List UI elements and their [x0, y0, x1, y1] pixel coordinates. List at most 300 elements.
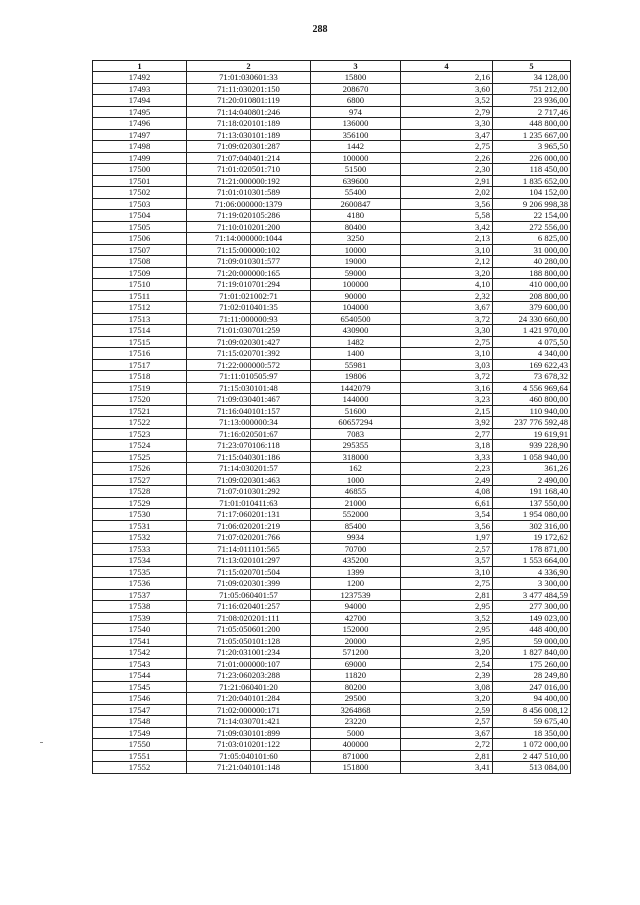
- row-number-cell: 17496: [93, 118, 187, 130]
- table-row: [93, 463, 571, 475]
- area-cell: 80200: [311, 681, 401, 693]
- row-number-cell: 17507: [93, 244, 187, 256]
- amount-cell: 4 075,50: [493, 336, 571, 348]
- amount-cell: 28 249,80: [493, 670, 571, 682]
- cadastral-number-cell: 71:13:000000:34: [187, 417, 311, 429]
- area-cell: 90000: [311, 290, 401, 302]
- table-row: [93, 451, 571, 463]
- area-cell: 19806: [311, 371, 401, 383]
- rate-cell: 2,81: [401, 589, 493, 601]
- table-row: [93, 428, 571, 440]
- rate-cell: 2,59: [401, 704, 493, 716]
- table-row: [93, 566, 571, 578]
- rate-cell: 3,42: [401, 221, 493, 233]
- cadastral-number-cell: 71:09:030101:899: [187, 727, 311, 739]
- rate-cell: 2,75: [401, 336, 493, 348]
- area-cell: 356100: [311, 129, 401, 141]
- area-cell: 3264868: [311, 704, 401, 716]
- table-row: [93, 612, 571, 624]
- row-number-cell: 17535: [93, 566, 187, 578]
- table-row: [93, 106, 571, 118]
- cadastral-number-cell: 71:20:000000:165: [187, 267, 311, 279]
- rate-cell: 2,39: [401, 670, 493, 682]
- table-row: [93, 716, 571, 728]
- row-number-cell: 17536: [93, 578, 187, 590]
- cadastral-number-cell: 71:09:020301:287: [187, 141, 311, 153]
- area-cell: 10000: [311, 244, 401, 256]
- table-row: [93, 359, 571, 371]
- rate-cell: 2,72: [401, 739, 493, 751]
- table-row: [93, 371, 571, 383]
- amount-cell: 104 152,00: [493, 187, 571, 199]
- amount-cell: 18 350,00: [493, 727, 571, 739]
- amount-cell: 73 678,32: [493, 371, 571, 383]
- table-row: [93, 704, 571, 716]
- table-row: [93, 198, 571, 210]
- area-cell: 4180: [311, 210, 401, 222]
- rate-cell: 3,10: [401, 244, 493, 256]
- rate-cell: 3,30: [401, 118, 493, 130]
- amount-cell: 277 300,00: [493, 601, 571, 613]
- rate-cell: 3,92: [401, 417, 493, 429]
- table-row: [93, 750, 571, 762]
- table-row: [93, 405, 571, 417]
- cadastral-number-cell: 71:05:060401:57: [187, 589, 311, 601]
- rate-cell: 2,16: [401, 72, 493, 84]
- cadastral-number-cell: 71:20:040101:284: [187, 693, 311, 705]
- table-row: [93, 382, 571, 394]
- cadastral-number-cell: 71:05:040101:60: [187, 750, 311, 762]
- cadastral-number-cell: 71:10:010201:200: [187, 221, 311, 233]
- rate-cell: 2,54: [401, 658, 493, 670]
- amount-cell: 302 316,00: [493, 520, 571, 532]
- cadastral-number-cell: 71:16:040101:157: [187, 405, 311, 417]
- cadastral-number-cell: 71:14:011101:565: [187, 543, 311, 555]
- cadastral-number-cell: 71:16:020401:257: [187, 601, 311, 613]
- table-row: [93, 267, 571, 279]
- table-row: [93, 325, 571, 337]
- rate-cell: 3,52: [401, 95, 493, 107]
- row-number-cell: 17514: [93, 325, 187, 337]
- area-cell: 151800: [311, 762, 401, 774]
- table-row: [93, 635, 571, 647]
- row-number-cell: 17546: [93, 693, 187, 705]
- row-number-cell: 17540: [93, 624, 187, 636]
- cadastral-number-cell: 71:01:030701:259: [187, 325, 311, 337]
- cadastral-number-cell: 71:14:040801:246: [187, 106, 311, 118]
- cadastral-number-cell: 71:19:010701:294: [187, 279, 311, 291]
- row-number-cell: 17526: [93, 463, 187, 475]
- area-cell: 9934: [311, 532, 401, 544]
- row-number-cell: 17527: [93, 474, 187, 486]
- table-row: [93, 83, 571, 95]
- rate-cell: 3,47: [401, 129, 493, 141]
- area-cell: 6800: [311, 95, 401, 107]
- table-row: [93, 290, 571, 302]
- cadastral-number-cell: 71:21:060401:20: [187, 681, 311, 693]
- table-row: [93, 210, 571, 222]
- rate-cell: 3,30: [401, 325, 493, 337]
- amount-cell: 34 128,00: [493, 72, 571, 84]
- amount-cell: 226 000,00: [493, 152, 571, 164]
- area-cell: 20000: [311, 635, 401, 647]
- amount-cell: 448 400,00: [493, 624, 571, 636]
- amount-cell: 272 556,00: [493, 221, 571, 233]
- area-cell: 70700: [311, 543, 401, 555]
- table-row: [93, 555, 571, 567]
- area-cell: 29500: [311, 693, 401, 705]
- column-header: 3: [311, 61, 401, 72]
- amount-cell: 1 058 940,00: [493, 451, 571, 463]
- cadastral-number-cell: 71:13:030101:189: [187, 129, 311, 141]
- amount-cell: 1 235 667,00: [493, 129, 571, 141]
- area-cell: 23220: [311, 716, 401, 728]
- cadastral-number-cell: 71:14:030701:421: [187, 716, 311, 728]
- cadastral-number-cell: 71:11:010505:97: [187, 371, 311, 383]
- rate-cell: 3,23: [401, 394, 493, 406]
- page-number: 288: [312, 24, 328, 35]
- area-cell: 1399: [311, 566, 401, 578]
- rate-cell: 3,20: [401, 647, 493, 659]
- rate-cell: 3,41: [401, 762, 493, 774]
- area-cell: 6540500: [311, 313, 401, 325]
- row-number-cell: 17538: [93, 601, 187, 613]
- rate-cell: 3,54: [401, 509, 493, 521]
- row-number-cell: 17516: [93, 348, 187, 360]
- row-number-cell: 17509: [93, 267, 187, 279]
- amount-cell: 237 776 592,48: [493, 417, 571, 429]
- amount-cell: 9 206 998,38: [493, 198, 571, 210]
- rate-cell: 2,57: [401, 543, 493, 555]
- row-number-cell: 17544: [93, 670, 187, 682]
- stray-mark: [40, 742, 43, 743]
- area-cell: 80400: [311, 221, 401, 233]
- cadastral-number-cell: 71:21:000000:192: [187, 175, 311, 187]
- row-number-cell: 17502: [93, 187, 187, 199]
- amount-cell: 178 871,00: [493, 543, 571, 555]
- rate-cell: 2,81: [401, 750, 493, 762]
- rate-cell: 2,02: [401, 187, 493, 199]
- cadastral-number-cell: 71:01:010411:63: [187, 497, 311, 509]
- cadastral-number-cell: 71:20:010801:119: [187, 95, 311, 107]
- row-number-cell: 17497: [93, 129, 187, 141]
- table-row: [93, 394, 571, 406]
- amount-cell: 149 023,00: [493, 612, 571, 624]
- area-cell: 152000: [311, 624, 401, 636]
- table-body: [93, 72, 571, 774]
- area-cell: 69000: [311, 658, 401, 670]
- row-number-cell: 17508: [93, 256, 187, 268]
- area-cell: 1482: [311, 336, 401, 348]
- cadastral-number-cell: 71:11:000000:93: [187, 313, 311, 325]
- amount-cell: 31 000,00: [493, 244, 571, 256]
- rate-cell: 3,60: [401, 83, 493, 95]
- rate-cell: 4,08: [401, 486, 493, 498]
- rate-cell: 3,03: [401, 359, 493, 371]
- amount-cell: 175 260,00: [493, 658, 571, 670]
- amount-cell: 751 212,00: [493, 83, 571, 95]
- rate-cell: 4,10: [401, 279, 493, 291]
- table-row: [93, 279, 571, 291]
- table-row: [93, 739, 571, 751]
- amount-cell: 410 000,00: [493, 279, 571, 291]
- area-cell: 871000: [311, 750, 401, 762]
- rate-cell: 3,18: [401, 440, 493, 452]
- header-row: [93, 61, 571, 72]
- cadastral-number-cell: 71:03:010201:122: [187, 739, 311, 751]
- rate-cell: 2,75: [401, 141, 493, 153]
- table-row: [93, 164, 571, 176]
- area-cell: 104000: [311, 302, 401, 314]
- table-row: [93, 118, 571, 130]
- row-number-cell: 17521: [93, 405, 187, 417]
- row-number-cell: 17520: [93, 394, 187, 406]
- row-number-cell: 17503: [93, 198, 187, 210]
- row-number-cell: 17550: [93, 739, 187, 751]
- cadastral-number-cell: 71:14:000000:1044: [187, 233, 311, 245]
- table-row: [93, 233, 571, 245]
- table-row: [93, 244, 571, 256]
- row-number-cell: 17525: [93, 451, 187, 463]
- area-cell: 1442: [311, 141, 401, 153]
- cadastral-number-cell: 71:23:060203:288: [187, 670, 311, 682]
- rate-cell: 2,79: [401, 106, 493, 118]
- row-number-cell: 17539: [93, 612, 187, 624]
- area-cell: 85400: [311, 520, 401, 532]
- amount-cell: 22 154,00: [493, 210, 571, 222]
- cadastral-number-cell: 71:08:020201:111: [187, 612, 311, 624]
- row-number-cell: 17505: [93, 221, 187, 233]
- row-number-cell: 17506: [93, 233, 187, 245]
- cadastral-number-cell: 71:05:050101:128: [187, 635, 311, 647]
- amount-cell: 2 447 510,00: [493, 750, 571, 762]
- amount-cell: 4 340,00: [493, 348, 571, 360]
- amount-cell: 118 450,00: [493, 164, 571, 176]
- table-row: [93, 221, 571, 233]
- area-cell: 430900: [311, 325, 401, 337]
- row-number-cell: 17511: [93, 290, 187, 302]
- row-number-cell: 17552: [93, 762, 187, 774]
- amount-cell: 19 619,91: [493, 428, 571, 440]
- row-number-cell: 17513: [93, 313, 187, 325]
- amount-cell: 2 717,46: [493, 106, 571, 118]
- cadastral-number-cell: 71:15:030101:48: [187, 382, 311, 394]
- rate-cell: 2,13: [401, 233, 493, 245]
- row-number-cell: 17524: [93, 440, 187, 452]
- amount-cell: 208 800,00: [493, 290, 571, 302]
- amount-cell: 2 490,00: [493, 474, 571, 486]
- area-cell: 208670: [311, 83, 401, 95]
- cadastral-number-cell: 71:15:020701:504: [187, 566, 311, 578]
- table-row: [93, 336, 571, 348]
- cadastral-number-cell: 71:17:060201:131: [187, 509, 311, 521]
- row-number-cell: 17543: [93, 658, 187, 670]
- table-row: [93, 313, 571, 325]
- cadastral-number-cell: 71:07:040401:214: [187, 152, 311, 164]
- column-header: 5: [493, 61, 571, 72]
- area-cell: 295355: [311, 440, 401, 452]
- amount-cell: 361,26: [493, 463, 571, 475]
- table-row: [93, 474, 571, 486]
- rate-cell: 2,32: [401, 290, 493, 302]
- cadastral-number-cell: 71:01:010301:589: [187, 187, 311, 199]
- rate-cell: 2,75: [401, 578, 493, 590]
- amount-cell: 4 336,90: [493, 566, 571, 578]
- rate-cell: 2,12: [401, 256, 493, 268]
- row-number-cell: 17498: [93, 141, 187, 153]
- area-cell: 5000: [311, 727, 401, 739]
- cadastral-number-cell: 71:05:050601:200: [187, 624, 311, 636]
- cadastral-number-cell: 71:21:040101:148: [187, 762, 311, 774]
- rate-cell: 2,95: [401, 601, 493, 613]
- area-cell: 100000: [311, 279, 401, 291]
- row-number-cell: 17534: [93, 555, 187, 567]
- amount-cell: 40 280,00: [493, 256, 571, 268]
- table-row: [93, 578, 571, 590]
- area-cell: 60657294: [311, 417, 401, 429]
- area-cell: 1400: [311, 348, 401, 360]
- cadastral-number-cell: 71:07:020201:766: [187, 532, 311, 544]
- cadastral-number-cell: 71:01:000000:107: [187, 658, 311, 670]
- amount-cell: 379 600,00: [493, 302, 571, 314]
- table-row: [93, 129, 571, 141]
- cadastral-number-cell: 71:18:020101:189: [187, 118, 311, 130]
- row-number-cell: 17530: [93, 509, 187, 521]
- cadastral-number-cell: 71:15:020701:392: [187, 348, 311, 360]
- table-row: [93, 440, 571, 452]
- cadastral-number-cell: 71:06:020201:219: [187, 520, 311, 532]
- table-row: [93, 348, 571, 360]
- cadastral-number-cell: 71:09:020301:427: [187, 336, 311, 348]
- rate-cell: 3,56: [401, 198, 493, 210]
- row-number-cell: 17499: [93, 152, 187, 164]
- rate-cell: 3,20: [401, 693, 493, 705]
- row-number-cell: 17492: [93, 72, 187, 84]
- cadastral-number-cell: 71:15:040301:186: [187, 451, 311, 463]
- cadastral-number-cell: 71:11:030201:150: [187, 83, 311, 95]
- row-number-cell: 17542: [93, 647, 187, 659]
- row-number-cell: 17547: [93, 704, 187, 716]
- cadastral-number-cell: 71:09:020301:399: [187, 578, 311, 590]
- table-row: [93, 417, 571, 429]
- rate-cell: 3,20: [401, 267, 493, 279]
- table-row: [93, 175, 571, 187]
- area-cell: 1442079: [311, 382, 401, 394]
- table-row: [93, 497, 571, 509]
- area-cell: 1200: [311, 578, 401, 590]
- row-number-cell: 17500: [93, 164, 187, 176]
- row-number-cell: 17510: [93, 279, 187, 291]
- area-cell: 15800: [311, 72, 401, 84]
- row-number-cell: 17519: [93, 382, 187, 394]
- amount-cell: 513 084,00: [493, 762, 571, 774]
- area-cell: 21000: [311, 497, 401, 509]
- amount-cell: 1 835 652,00: [493, 175, 571, 187]
- table-row: [93, 532, 571, 544]
- rate-cell: 2,57: [401, 716, 493, 728]
- table-row: [93, 762, 571, 774]
- row-number-cell: 17533: [93, 543, 187, 555]
- area-cell: 136000: [311, 118, 401, 130]
- rate-cell: 2,91: [401, 175, 493, 187]
- area-cell: 51500: [311, 164, 401, 176]
- table-row: [93, 152, 571, 164]
- cadastral-number-cell: 71:07:010301:292: [187, 486, 311, 498]
- area-cell: 46855: [311, 486, 401, 498]
- row-number-cell: 17528: [93, 486, 187, 498]
- row-number-cell: 17501: [93, 175, 187, 187]
- area-cell: 162: [311, 463, 401, 475]
- area-cell: 3250: [311, 233, 401, 245]
- amount-cell: 19 172,62: [493, 532, 571, 544]
- area-cell: 55400: [311, 187, 401, 199]
- rate-cell: 2,95: [401, 624, 493, 636]
- area-cell: 435200: [311, 555, 401, 567]
- column-header: 1: [93, 61, 187, 72]
- table-row: [93, 727, 571, 739]
- area-cell: 639600: [311, 175, 401, 187]
- amount-cell: 6 825,00: [493, 233, 571, 245]
- cadastral-number-cell: 71:16:020501:67: [187, 428, 311, 440]
- rate-cell: 3,10: [401, 348, 493, 360]
- amount-cell: 169 622,43: [493, 359, 571, 371]
- amount-cell: 460 800,00: [493, 394, 571, 406]
- table-row: [93, 543, 571, 555]
- column-header: 2: [187, 61, 311, 72]
- area-cell: 571200: [311, 647, 401, 659]
- rate-cell: 3,16: [401, 382, 493, 394]
- table-row: [93, 141, 571, 153]
- table-row: [93, 681, 571, 693]
- row-number-cell: 17495: [93, 106, 187, 118]
- table-row: [93, 509, 571, 521]
- table-header: [93, 61, 571, 72]
- rate-cell: 3,33: [401, 451, 493, 463]
- row-number-cell: 17532: [93, 532, 187, 544]
- rate-cell: 2,95: [401, 635, 493, 647]
- row-number-cell: 17518: [93, 371, 187, 383]
- rate-cell: 3,10: [401, 566, 493, 578]
- amount-cell: 939 228,90: [493, 440, 571, 452]
- cadastral-number-cell: 71:01:030601:33: [187, 72, 311, 84]
- row-number-cell: 17523: [93, 428, 187, 440]
- rate-cell: 3,67: [401, 727, 493, 739]
- cadastral-number-cell: 71:14:030201:57: [187, 463, 311, 475]
- row-number-cell: 17515: [93, 336, 187, 348]
- area-cell: 7083: [311, 428, 401, 440]
- rate-cell: 1,97: [401, 532, 493, 544]
- area-cell: 11820: [311, 670, 401, 682]
- amount-cell: 3 965,50: [493, 141, 571, 153]
- amount-cell: 1 827 840,00: [493, 647, 571, 659]
- table-row: [93, 670, 571, 682]
- area-cell: 59000: [311, 267, 401, 279]
- amount-cell: 1 072 000,00: [493, 739, 571, 751]
- area-cell: 552000: [311, 509, 401, 521]
- rate-cell: 3,52: [401, 612, 493, 624]
- cadastral-number-cell: 71:02:010401:35: [187, 302, 311, 314]
- amount-cell: 188 800,00: [493, 267, 571, 279]
- table-row: [93, 647, 571, 659]
- amount-cell: 3 300,00: [493, 578, 571, 590]
- row-number-cell: 17551: [93, 750, 187, 762]
- row-number-cell: 17529: [93, 497, 187, 509]
- table-row: [93, 256, 571, 268]
- cadastral-number-cell: 71:01:020501:710: [187, 164, 311, 176]
- row-number-cell: 17537: [93, 589, 187, 601]
- amount-cell: 1 954 080,00: [493, 509, 571, 521]
- area-cell: 2600847: [311, 198, 401, 210]
